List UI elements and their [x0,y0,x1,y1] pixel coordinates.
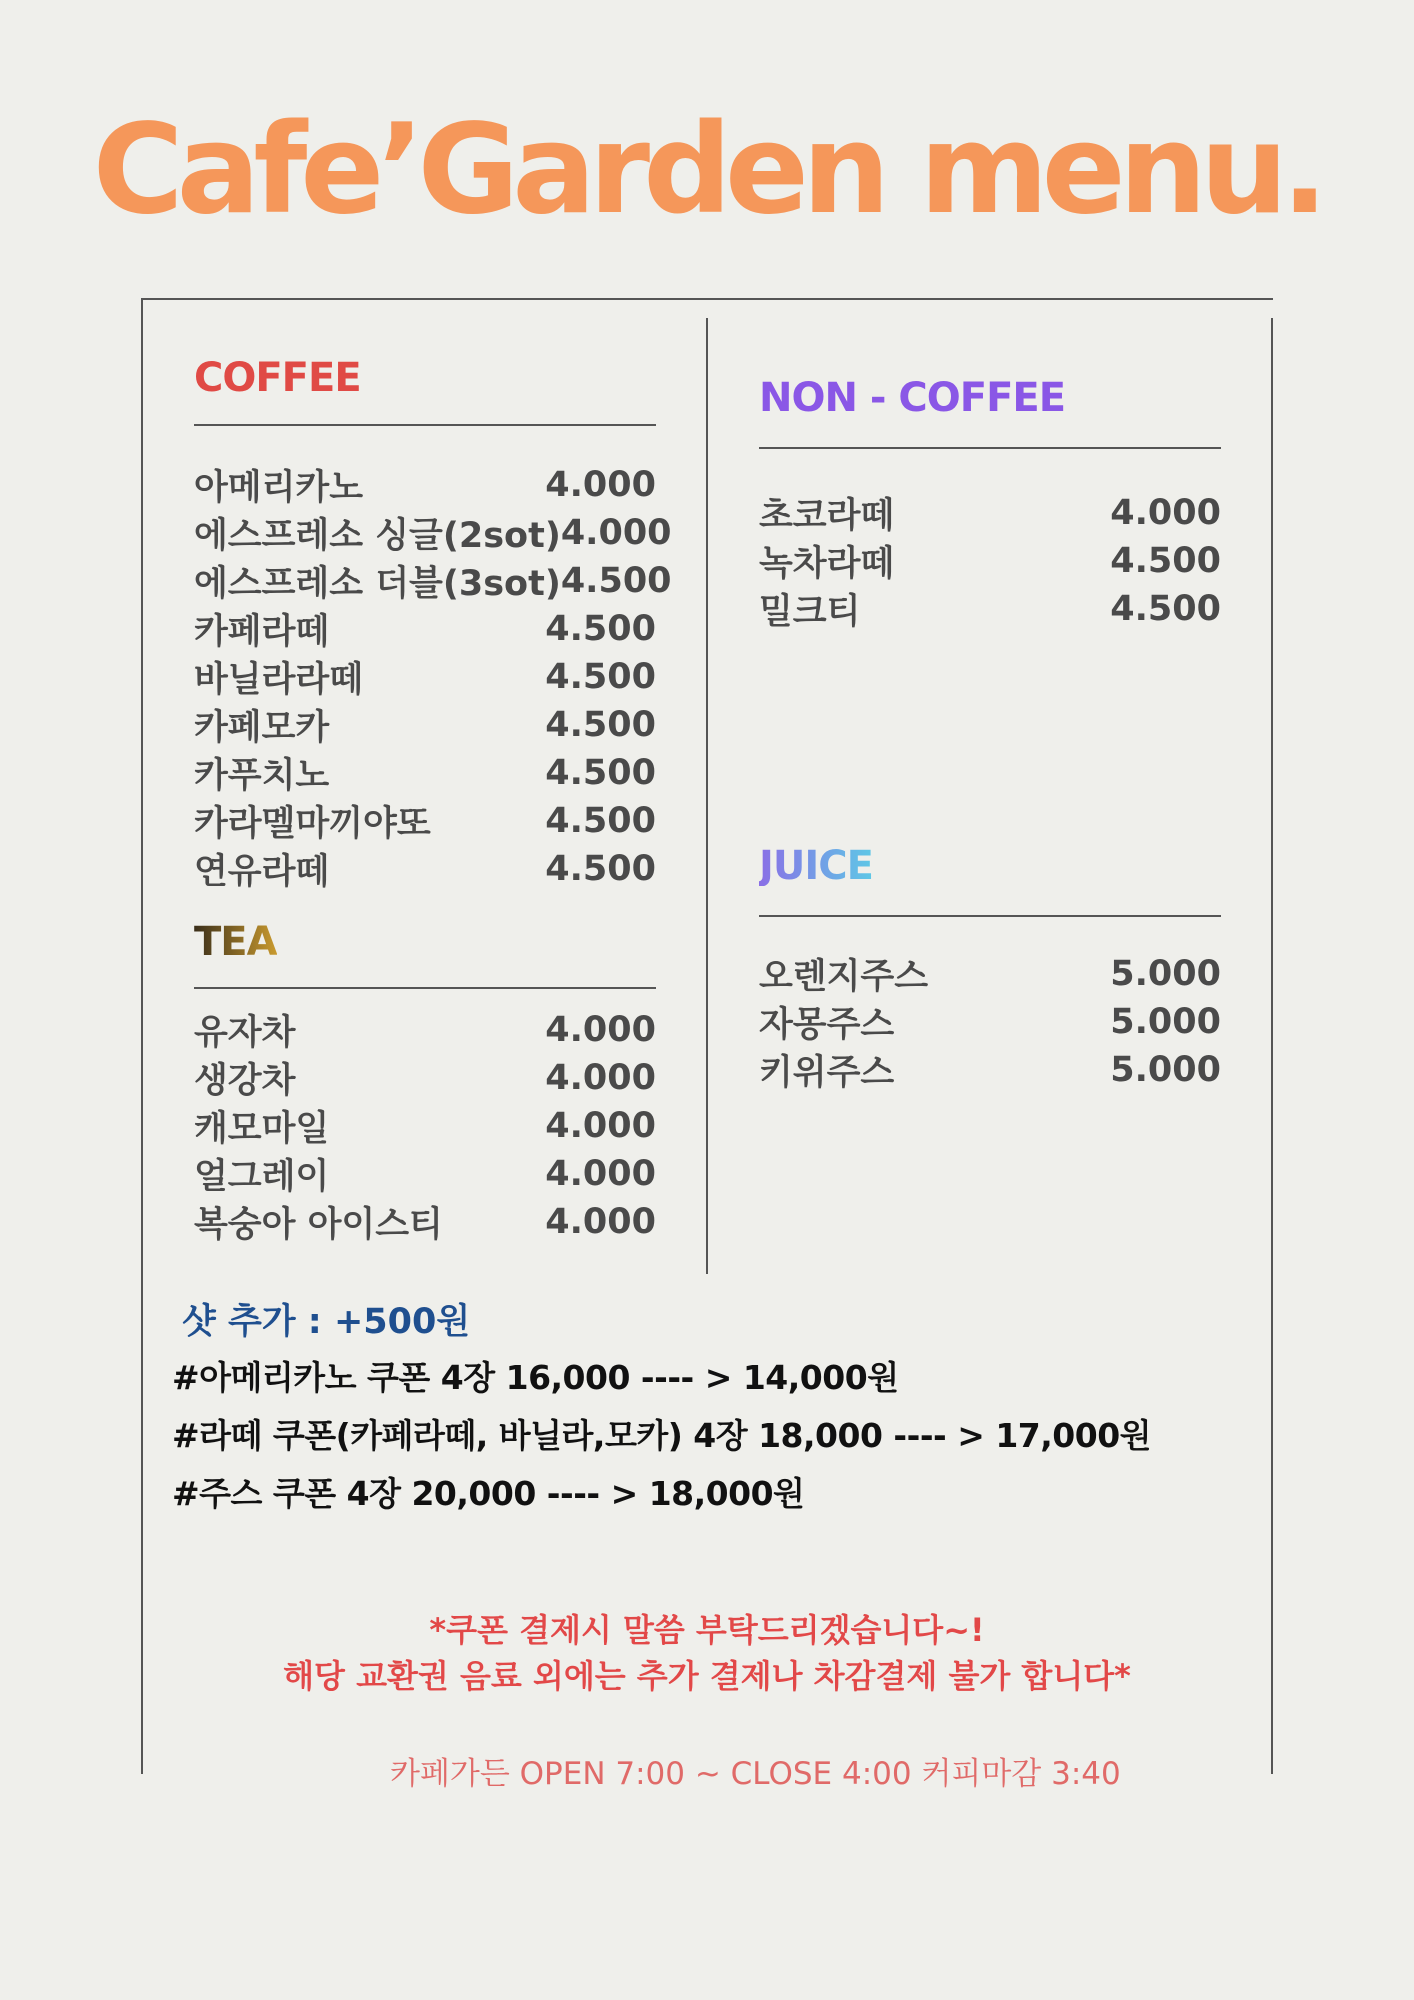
item-price: 4.500 [1110,541,1221,581]
item-price: 4.500 [545,849,656,889]
tea-underline [194,987,656,989]
top-divider [141,298,1273,300]
menu-item [194,1102,656,1150]
coupon-line: #주스 쿠폰 4장 20,000 ---- > 18,000원 [172,1474,805,1513]
item-price: 4.500 [545,657,656,697]
menu-item [759,998,1221,1046]
item-price: 4.500 [545,609,656,649]
non-coffee-list [759,489,1221,633]
menu-item [759,950,1221,998]
opening-hours: 카페가든 OPEN 7:00 ~ CLOSE 4:00 커피마감 3:40 [390,1756,1121,1792]
item-name: 카페라떼 [194,612,330,652]
coupon-warning-line-1: *쿠폰 결제시 말씀 부탁드리겠습니다~! [429,1611,985,1649]
item-price: 4.000 [545,465,656,505]
tea-heading: TEA [194,919,277,965]
item-price: 4.000 [545,1058,656,1098]
item-price: 4.500 [1110,589,1221,629]
item-price: 4.000 [1110,493,1221,533]
item-name: 아메리카노 [194,468,364,508]
menu-title: Cafe’Garden menu. [92,98,1322,242]
item-name: 유자차 [194,1013,296,1053]
item-name: 에스프레소 싱글(2sot) [194,516,561,556]
item-name: 자몽주스 [759,1005,895,1045]
item-price: 4.500 [545,753,656,793]
coupon-warning-line-2: 해당 교환권 음료 외에는 추가 결제나 차감결제 불가 합니다* [283,1657,1131,1695]
menu-item [194,461,656,509]
item-name: 오렌지주스 [759,957,929,997]
item-price: 4.000 [545,1106,656,1146]
menu-item [194,1006,656,1054]
item-name: 연유라떼 [194,852,330,892]
menu-item [194,749,656,797]
item-price: 5.000 [1110,1002,1221,1042]
menu-item [194,1198,656,1246]
item-name: 복숭아 아이스티 [194,1205,443,1245]
item-price: 4.000 [545,1154,656,1194]
menu-item [194,605,656,653]
item-name: 에스프레소 더블(3sot) [194,564,561,604]
coffee-list [194,461,672,893]
menu-item [759,585,1221,633]
item-name: 키위주스 [759,1053,895,1093]
menu-item [194,701,656,749]
item-name: 밀크티 [759,592,861,632]
item-price: 4.500 [560,561,672,601]
menu-item [194,653,656,701]
item-name: 생강차 [194,1061,296,1101]
tea-list [194,1006,656,1246]
menu-item [759,1046,1221,1094]
item-name: 카푸치노 [194,756,330,796]
menu-item [194,509,672,557]
shot-addon-note: 샷 추가 : +500원 [182,1302,471,1342]
item-name: 카페모카 [194,708,330,748]
juice-heading: JUICE [759,843,873,889]
menu-item [759,537,1221,585]
menu-item [194,1150,656,1198]
juice-list [759,950,1221,1094]
menu-item [759,489,1221,537]
item-price: 4.000 [545,1010,656,1050]
center-divider [706,318,708,1274]
coupon-line: #아메리카노 쿠폰 4장 16,000 ---- > 14,000원 [172,1358,899,1397]
item-price: 5.000 [1110,1050,1221,1090]
menu-item [194,797,656,845]
right-frame-line [1271,318,1273,1774]
item-name: 녹차라떼 [759,544,895,584]
item-name: 바닐라라떼 [194,660,364,700]
non-coffee-heading: NON - COFFEE [759,375,1066,421]
item-name: 얼그레이 [194,1157,330,1197]
item-price: 4.500 [545,705,656,745]
item-name: 캐모마일 [194,1109,330,1149]
menu-item [194,1054,656,1102]
menu-item [194,845,656,893]
juice-underline [759,915,1221,917]
menu-item [194,557,672,605]
coffee-heading: COFFEE [194,355,361,401]
item-price: 4.500 [545,801,656,841]
item-price: 4.000 [560,513,672,553]
item-price: 5.000 [1110,954,1221,994]
notes-block [172,1295,1151,1523]
non-coffee-underline [759,447,1221,449]
item-name: 카라멜마끼야또 [194,804,431,844]
coffee-underline [194,424,656,426]
coupon-line: #라떼 쿠폰(카페라떼, 바닐라,모카) 4장 18,000 ---- > 17,000원 [172,1416,1152,1455]
item-price: 4.000 [545,1202,656,1242]
left-frame-line [141,298,143,1774]
item-name: 초코라떼 [759,496,895,536]
